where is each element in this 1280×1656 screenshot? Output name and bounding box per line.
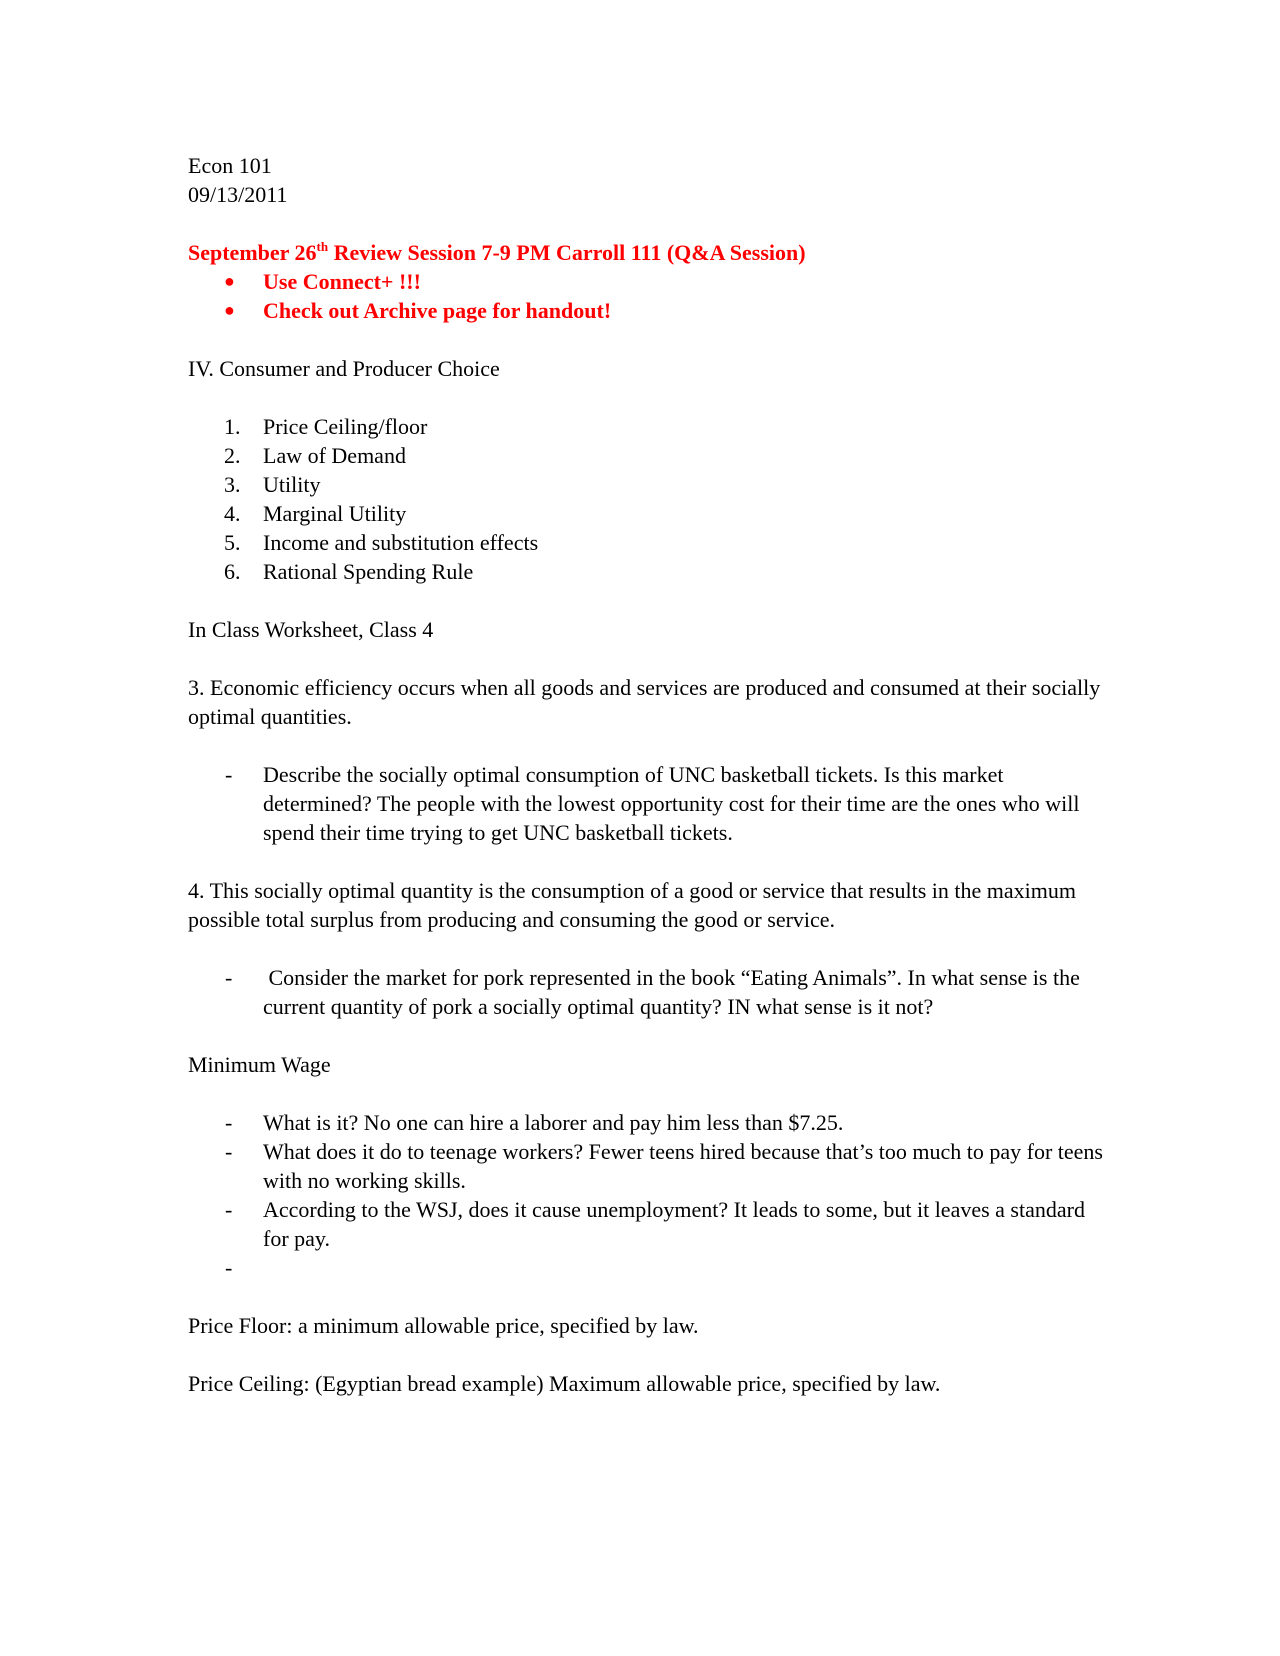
dash-marker: -: [225, 1197, 233, 1222]
dash-marker: -: [225, 762, 233, 787]
item-text: What does it do to teenage workers? Fewer teens hired because that’s too much to pay for teens with no working skills.: [263, 1139, 1103, 1193]
spacer: [188, 731, 1108, 760]
review-session-announcement: [188, 238, 1108, 267]
announcement-superscript: th: [316, 239, 329, 254]
list-item: [188, 557, 1108, 586]
list-item: [188, 296, 1108, 325]
spacer: [188, 586, 1108, 615]
subpoint-text: Describe the socially optimal consumption of UNC basketball tickets. Is this market determined? The people with the lowest opportunity cost for their time are the ones who will spend their time trying to get UNC basketball tickets.: [263, 762, 1080, 845]
list-item: [188, 267, 1108, 296]
dash-marker: -: [225, 1110, 233, 1135]
item-number: 5.: [224, 530, 241, 555]
spacer: [188, 847, 1108, 876]
dash-marker: -: [225, 1255, 233, 1280]
announcement-suffix: Review Session 7-9 PM Carroll 111 (Q&A Session): [328, 240, 806, 265]
list-item: [188, 1195, 1108, 1253]
spacer: [188, 1282, 1108, 1311]
worksheet-heading: In Class Worksheet, Class 4: [188, 617, 434, 642]
list-item: [188, 470, 1108, 499]
item-text: Utility: [263, 472, 321, 497]
list-item: [188, 963, 1108, 1021]
spacer: [188, 644, 1108, 673]
announcement-prefix: September 26: [188, 240, 317, 265]
dash-marker: -: [225, 1139, 233, 1164]
item-text: Marginal Utility: [263, 501, 407, 526]
course-title: Econ 101: [188, 153, 272, 178]
list-item: [188, 760, 1108, 847]
list-item: [188, 1108, 1108, 1137]
item-text: Law of Demand: [263, 443, 406, 468]
item-text: Income and substitution effects: [263, 530, 539, 555]
price-ceiling-definition: Price Ceiling: (Egyptian bread example) Maximum allowable price, specified by law.: [188, 1371, 941, 1396]
list-item: [188, 499, 1108, 528]
section-heading: IV. Consumer and Producer Choice: [188, 356, 500, 381]
minimum-wage-list: [188, 1108, 1108, 1282]
spacer: [188, 325, 1108, 354]
dash-marker: -: [225, 965, 233, 990]
item-number: 1.: [224, 414, 241, 439]
topic-list: [188, 412, 1108, 586]
bullet-text: Check out Archive page for handout!: [263, 298, 612, 323]
spacer: [188, 209, 1108, 238]
price-floor-definition: Price Floor: a minimum allowable price, specified by law.: [188, 1313, 699, 1338]
item-number: 6.: [224, 559, 241, 584]
spacer: [188, 383, 1108, 412]
list-item: [188, 1137, 1108, 1195]
bullet-icon: ●: [224, 271, 235, 291]
spacer: [188, 1079, 1108, 1108]
bullet-text: Use Connect+ !!!: [263, 269, 421, 294]
spacer: [188, 934, 1108, 963]
spacer: [188, 1340, 1108, 1369]
item-number: 4.: [224, 501, 241, 526]
document-page: [188, 151, 1108, 1398]
item-text: According to the WSJ, does it cause unemployment? It leads to some, but it leaves a standard for pay.: [263, 1197, 1085, 1251]
question-3-subpoints: [188, 760, 1108, 847]
question-3: 3. Economic efficiency occurs when all goods and services are produced and consumed at their socially optimal quantities.: [188, 675, 1101, 729]
list-item: [188, 412, 1108, 441]
item-text: What is it? No one can hire a laborer and pay him less than $7.25.: [263, 1110, 844, 1135]
question-4-subpoints: [188, 963, 1108, 1021]
minimum-wage-heading: Minimum Wage: [188, 1052, 331, 1077]
question-4: 4. This socially optimal quantity is the consumption of a good or service that results in the maximum possible total surplus from producing and consuming the good or service.: [188, 878, 1077, 932]
document-date: 09/13/2011: [188, 182, 288, 207]
item-number: 3.: [224, 472, 241, 497]
list-item: [188, 441, 1108, 470]
bullet-icon: ●: [224, 300, 235, 320]
spacer: [188, 1021, 1108, 1050]
announcement-bullet-list: [188, 267, 1108, 325]
item-text: Price Ceiling/floor: [263, 414, 428, 439]
item-text: Rational Spending Rule: [263, 559, 474, 584]
item-number: 2.: [224, 443, 241, 468]
list-item: [188, 528, 1108, 557]
list-item: [188, 1253, 1108, 1282]
subpoint-text: Consider the market for pork represented in the book “Eating Animals”. In what sense is the current quantity of pork a socially optimal quantity? IN what sense is it not?: [263, 965, 1086, 1019]
